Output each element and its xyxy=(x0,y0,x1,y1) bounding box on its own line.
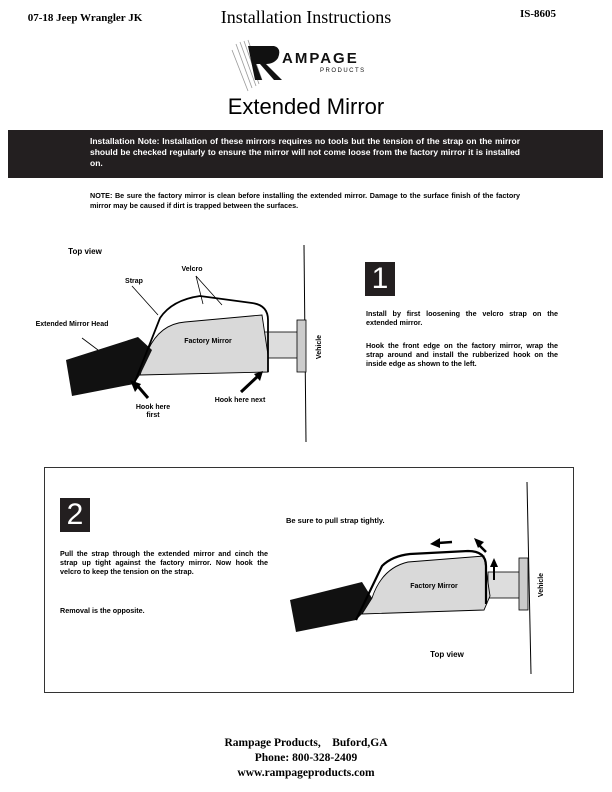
vehicle-label: Vehicle xyxy=(316,334,323,360)
hook-first-label: Hook here first xyxy=(135,404,171,419)
footer-company: Rampage Products, Buford,GA xyxy=(224,737,388,749)
top-view-label: Top view xyxy=(68,247,102,256)
page-heading: Extended Mirror xyxy=(227,94,385,119)
logo-brand: AMPAGE xyxy=(282,50,359,67)
extended-mirror-head-label: Extended Mirror Head xyxy=(35,321,109,328)
document-title: Installation Instructions xyxy=(220,7,392,27)
step-1-number: 1 xyxy=(365,262,395,296)
footer xyxy=(0,736,612,781)
logo-sub: PRODUCTS xyxy=(320,68,366,74)
step-2-number: 2 xyxy=(60,498,90,532)
vehicle-model: 07-18 Jeep Wrangler JK xyxy=(27,12,143,24)
velcro-label: Velcro xyxy=(181,266,203,273)
install-note-text: Installation Note: Installation of these mirrors requires no tools but the tension of the strap on the mirror should be checked regularly to ensure the mirror will not come loose from the factory mirror it is installed on. xyxy=(90,136,520,168)
step-2-para-1: Pull the strap through the extended mirror and cinch the strap up tight against the factory mirror. Now hook the velcro to keep the tension on the strap. xyxy=(60,549,268,576)
document-number: IS-8605 xyxy=(520,8,557,20)
strap-label: Strap xyxy=(125,278,143,285)
footer-phone: Phone: 800-328-2409 xyxy=(254,752,358,764)
top-view-label-2: Top view xyxy=(430,650,464,659)
note-text: NOTE: Be sure the factory mirror is clean before installing the extended mirror. Damage to the surface finish of the factory mirror may be caused if dirt is trapped between the surfaces. xyxy=(90,191,520,210)
pull-strap-note: Be sure to pull strap tightly. xyxy=(286,516,385,525)
factory-mirror-label: Factory Mirror xyxy=(184,338,232,345)
footer-website[interactable]: www.rampageproducts.com xyxy=(237,767,375,779)
step-1-para-1: Install by first loosening the velcro strap on the extended mirror. xyxy=(366,309,558,327)
vehicle-label-2: Vehicle xyxy=(538,572,545,598)
step-1-para-2: Hook the front edge on the factory mirror, wrap the strap around and install the rubberized hook on the inside edge as shown to the left. xyxy=(366,341,558,368)
factory-mirror-label-2: Factory Mirror xyxy=(410,583,458,590)
step-2-para-2: Removal is the opposite. xyxy=(60,606,145,615)
hook-next-label: Hook here next xyxy=(214,397,266,404)
